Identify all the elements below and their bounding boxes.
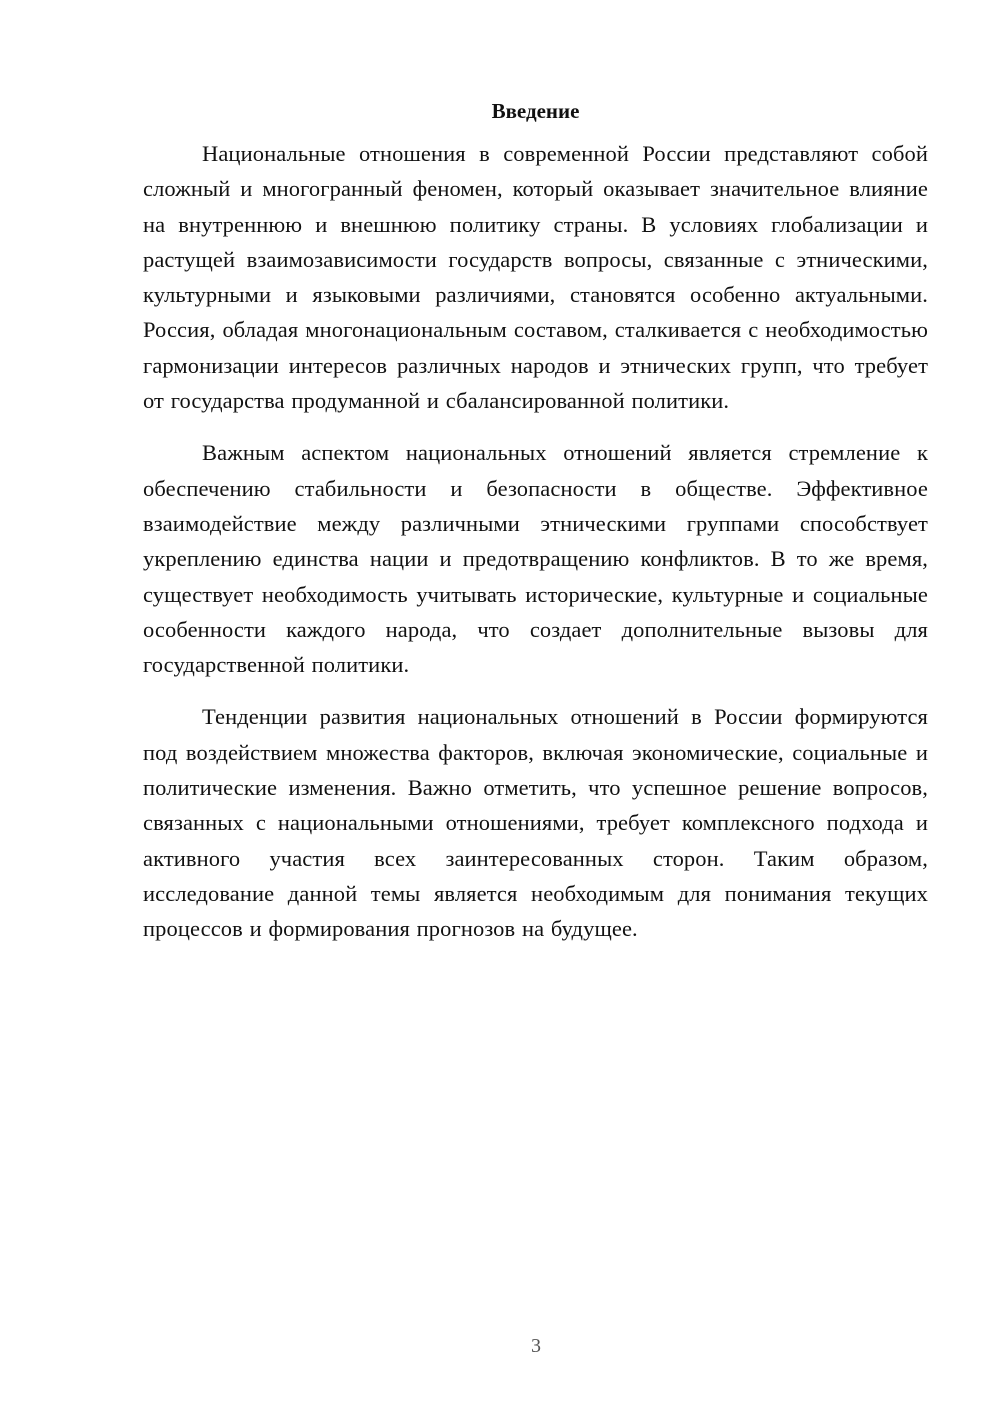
paragraph-2: Важным аспектом национальных отношений является стремление к обеспечению стабильности и безопасности в обществе. Эффективное взаимодействие между различными этническими группами способствует укреплению единства нации и предотвращению конфликтов. В то же время, существует необходимость учитывать исторические, культурные и социальные особенности каждого народа, что создает дополнительные вызовы для государственной политики.: [143, 440, 928, 678]
paragraph-3: Тенденции развития национальных отношений в России формируются под воздействием множества факторов, включая экономические, социальные и политические изменения. Важно отметить, что успешное решение вопросов, связанных с национальными отношениями, требует комплексного подхода и активного участия всех заинтересованных сторон. Таким образом, исследование данной темы является необходимым для понимания текущих процессов и формирования прогнозов на будущее.: [143, 704, 928, 942]
page-content: [143, 96, 928, 964]
page-number: 3: [531, 1335, 541, 1357]
section-title: Введение: [491, 99, 580, 123]
paragraph-1: Национальные отношения в современной России представляют собой сложный и многогранный феномен, который оказывает значительное влияние на внутреннюю и внешнюю политику страны. В условиях глобализации и растущей взаимозависимости государств вопросы, связанные с этническими, культурными и языковыми различиями, становятся особенно актуальными. Россия, обладая многонациональным составом, сталкивается с необходимостью гармонизации интересов различных народов и этнических групп, что требует от государства продуманной и сбалансированной политики.: [143, 141, 928, 414]
